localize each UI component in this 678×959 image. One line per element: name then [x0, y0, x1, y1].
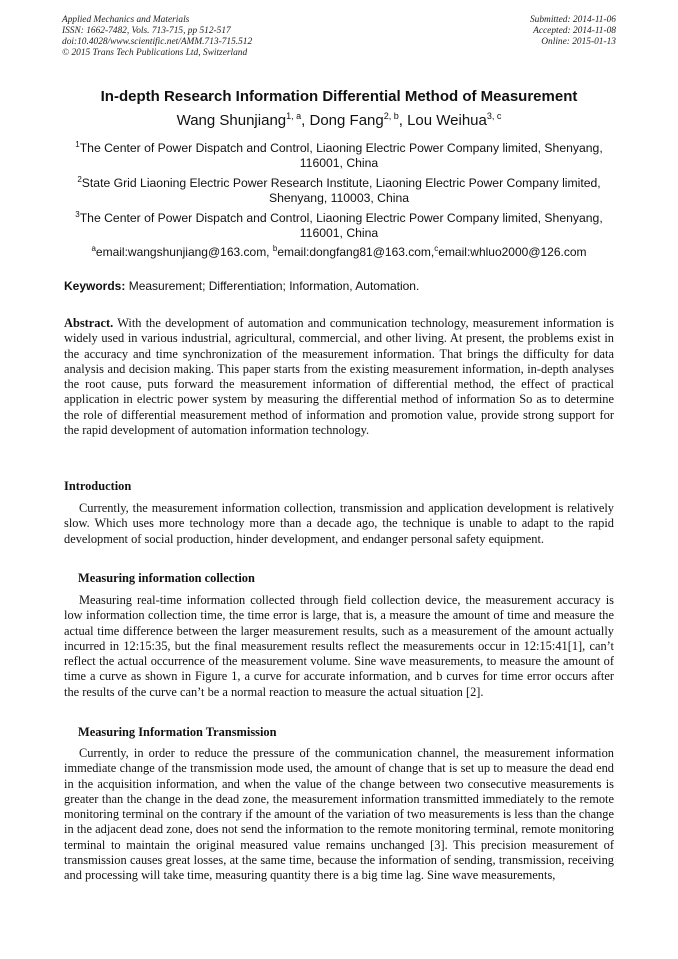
affiliation — [62, 137, 616, 171]
affiliation-number: 3 — [75, 210, 80, 219]
abstract-text: With the development of automation and communication technology, measurement information is widely used in various industrial, agricultural, commercial, and other living. At present, the problems exist in the accuracy and time synchronization of the measurement information. That brings the difficulty for data analysis and decision making. This paper starts from the existing measurement information, in-depth analyses the root cause, puts forward the measurement information of differential method, the effect of practical application in electric power system by measuring the differential method of information So as to determine the role of differential measurement method of information and promotion value, provide strong support for the rapid development of automation information technology. — [64, 316, 615, 438]
submitted-date: Submitted: 2014-11-06 — [529, 15, 616, 25]
author-affiliation-mark: 2, b — [383, 111, 399, 121]
section-heading-introduction: Introduction — [64, 479, 132, 493]
keywords — [64, 279, 616, 293]
email-link[interactable]: email:wangshunjiang@163.com, — [95, 245, 273, 259]
email-link[interactable]: email:whluo2000@126.com — [438, 245, 587, 259]
accepted-date: Accepted: 2014-11-08 — [533, 26, 616, 36]
online-date: Online: 2015-01-13 — [541, 37, 616, 47]
journal-info — [62, 15, 252, 59]
author-list: Wang Shunjiang$^{1, a}$, Dong Fang$^{2, b}$, Lou Weihua$^{3, c}$ — [176, 111, 502, 129]
subsection-heading-transmission: Measuring Information Transmission — [78, 725, 277, 739]
author-affiliation-mark: 1, a — [286, 111, 302, 121]
journal-name: Applied Mechanics and Materials — [62, 15, 190, 25]
transmission-paragraph: Currently, in order to reduce the pressure of the communication channel, the measurement information immediate change of the transmission mode used, the amount of change that is set up to measure the dead end in the acquisition information, and when the value of the change between two consecutive measurements is greater than the change in the dead zone, the measurement information transmitted immediately to the remote monitoring terminal on the contrary if the amount of the variation of two measurements is less than the change in the adjacent dead zone, does not send the information to the remote monitoring terminal, remote monitoring terminal to maintain the original measured value remains unchanged [3]. This precision measurement of transmission causes great losses, at the same time, because the information of sending, transmission, receiving and processing will take time, measuring quantity there is a big time lag. Sine wave measurements, — [64, 746, 614, 883]
email-link[interactable]: email:dongfang81@163.com, — [277, 245, 435, 259]
email-mark: a — [91, 244, 96, 253]
author-emails — [40, 244, 638, 259]
email-mark: b — [272, 244, 278, 253]
submission-dates — [530, 15, 616, 48]
introduction-paragraph: Currently, the measurement information collection, transmission and application development is relatively slow. Which uses more technology more than a decade ago, the technique is unable to adapt to the rapid development of social production, hinder development, and endanger personal safety equipment. — [64, 501, 614, 546]
journal-copyright: © 2015 Trans Tech Publications Ltd, Switzerland — [62, 48, 248, 58]
affiliation-number: 1 — [75, 140, 80, 149]
affiliation-number: 2 — [77, 175, 82, 184]
journal-issn: ISSN: 1662-7482, Vols. 713-715, pp 512-517 — [62, 26, 231, 36]
keywords-label: Keywords: — [64, 279, 126, 293]
affiliation-text: The Center of Power Dispatch and Control, Liaoning Electric Power Company limited, Shenyang, 116001, China — [79, 141, 603, 171]
paper-title: In-depth Research Information Differential Method of Measurement — [100, 88, 578, 105]
affiliation-text: The Center of Power Dispatch and Control, Liaoning Electric Power Company limited, Shenyang, 116001, China — [79, 211, 603, 241]
subsection-heading-collection: Measuring information collection — [78, 571, 255, 585]
author-affiliation-mark: 3, c — [486, 111, 502, 121]
affiliation — [62, 172, 616, 206]
author-name: Dong Fang — [309, 112, 384, 129]
abstract — [64, 316, 614, 438]
journal-header — [62, 15, 616, 59]
author-name: Wang Shunjiang — [176, 112, 287, 129]
author-name: Lou Weihua — [407, 112, 487, 129]
affiliation — [62, 207, 616, 241]
journal-doi[interactable]: doi:10.4028/www.scientific.net/AMM.713-715.512 — [62, 37, 253, 47]
collection-paragraph: Measuring real-time information collected through field collection device, the measurement accuracy is low information collection time, the time error is large, that is, a measure the amount of time and measure the actual time difference between the larger measurement results, such as a measurement of the amount actually incurred in 12:15:35, but the final measurement results reflect the measurements occur in 12:15:41[1], can’t reflect the actual occurrence of the measurement volume. Sine wave measurements, to measure the amount of time a curve as shown in Figure 1, a curve for accurate information, and b curves for time error occurs after the results of the curve can’t be a normal reaction to measure the actual situation [2]. — [64, 593, 614, 699]
abstract-label: Abstract. — [64, 316, 114, 330]
email-mark: c — [434, 244, 439, 253]
affiliation-text: State Grid Liaoning Electric Power Research Institute, Liaoning Electric Power Company limited, Shenyang, 110003, China — [81, 176, 601, 206]
keywords-text: Measurement; Differentiation; Information, Automation. — [128, 279, 420, 293]
